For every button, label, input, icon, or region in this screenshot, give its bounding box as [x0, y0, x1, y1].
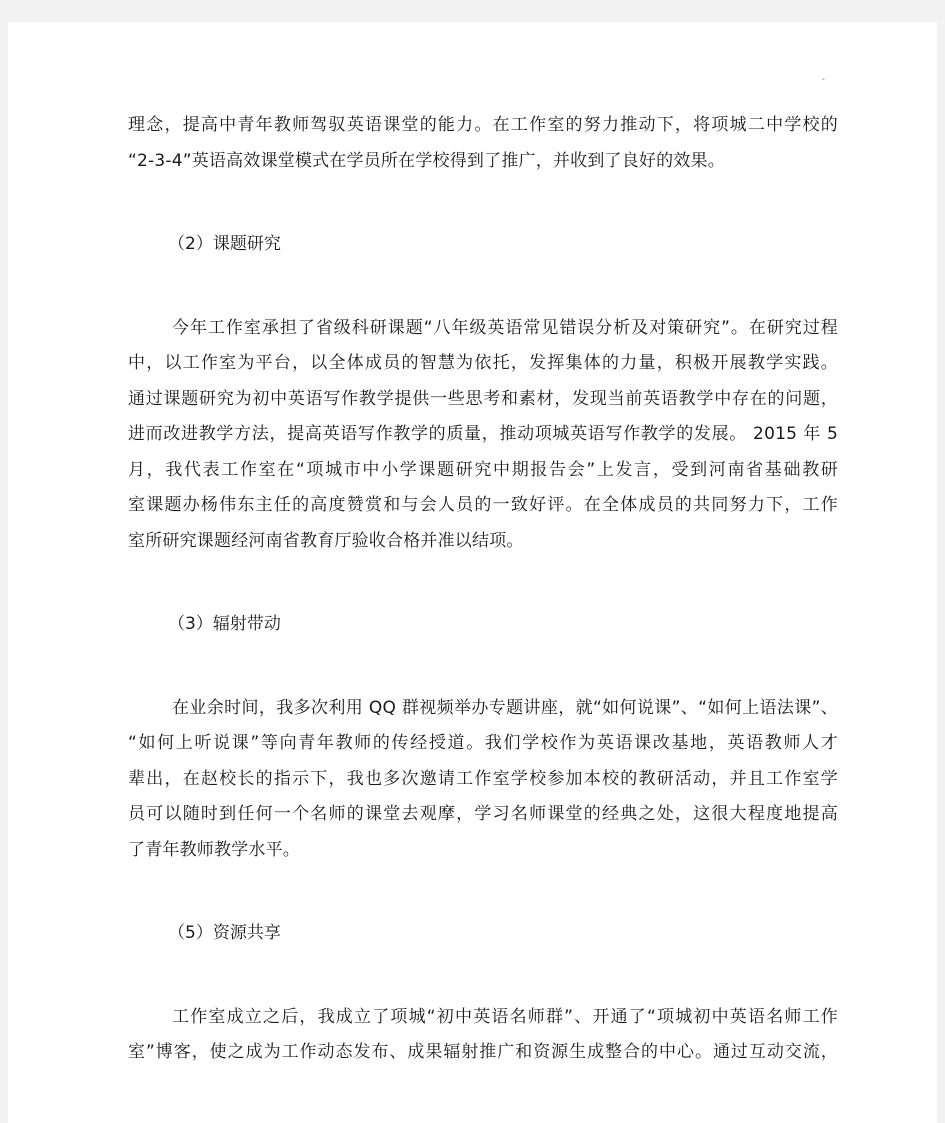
text-line: 了青年教师教学水平。 [128, 839, 300, 860]
text-line: 室”博客，使之成为工作动态发布、成果辐射推广和资源生成整合的中心。通过互动交流， [128, 1042, 838, 1062]
text-line: 在业余时间，我多次利用 QQ 群视频举办专题讲座，就“如何说课”、“如何上语法课”、 [172, 697, 838, 718]
section-heading-share: （5）资源共享 [168, 923, 281, 943]
text-line: “如何上听说课”等向青年教师的传经授道。我们学校作为英语课改基地，英语教师人才 [128, 733, 838, 753]
document-body [128, 108, 838, 1071]
section-heading-radiate: （3）辐射带动 [168, 614, 281, 634]
text-line: 理念，提高中青年教师驾驭英语课堂的能力。在工作室的努力推动下，将项城二中学校的 [128, 115, 838, 135]
text-line: “2-3-4”英语高效课堂模式在学员所在学校得到了推广，并收到了良好的效果。 [128, 150, 725, 171]
paragraph-intro [128, 108, 838, 179]
text-line: 辈出，在赵校长的指示下，我也多次邀请工作室学校参加本校的教研活动，并且工作室学 [128, 768, 838, 789]
page-corner-mark: - [821, 74, 825, 85]
text-line: 月，我代表工作室在“项城市中小学课题研究中期报告会”上发言，受到河南省基础教研 [128, 459, 838, 480]
paragraph-research [128, 311, 838, 560]
text-line: 通过课题研究为初中英语写作教学提供一些思考和素材，发现当前英语教学中存在的问题， [128, 388, 838, 409]
section-heading-research: （2）课题研究 [168, 234, 281, 254]
paragraph-share [128, 1000, 838, 1071]
text-line: 今年工作室承担了省级科研课题“八年级英语常见错误分析及对策研究”。在研究过程 [172, 317, 838, 338]
text-line: 中，以工作室为平台，以全体成员的智慧为依托，发挥集体的力量，积极开展教学实践。 [128, 353, 838, 373]
paragraph-radiate [128, 691, 838, 869]
document-page [8, 22, 937, 1123]
text-line: 员可以随时到任何一个名师的课堂去观摩，学习名师课堂的经典之处，这很大程度地提高 [128, 804, 838, 824]
text-line: 室课题办杨伟东主任的高度赞赏和与会人员的一致好评。在全体成员的共同努力下，工作 [128, 495, 838, 515]
text-line: 室所研究课题经河南省教育厅验收合格并准以结项。 [128, 530, 524, 551]
text-line: 工作室成立之后，我成立了项城“初中英语名师群”、开通了“项城初中英语名师工作 [172, 1006, 838, 1027]
text-line: 进而改进教学方法，提高英语写作教学的质量，推动项城英语写作教学的发展。 2015 年 5 [128, 424, 838, 444]
